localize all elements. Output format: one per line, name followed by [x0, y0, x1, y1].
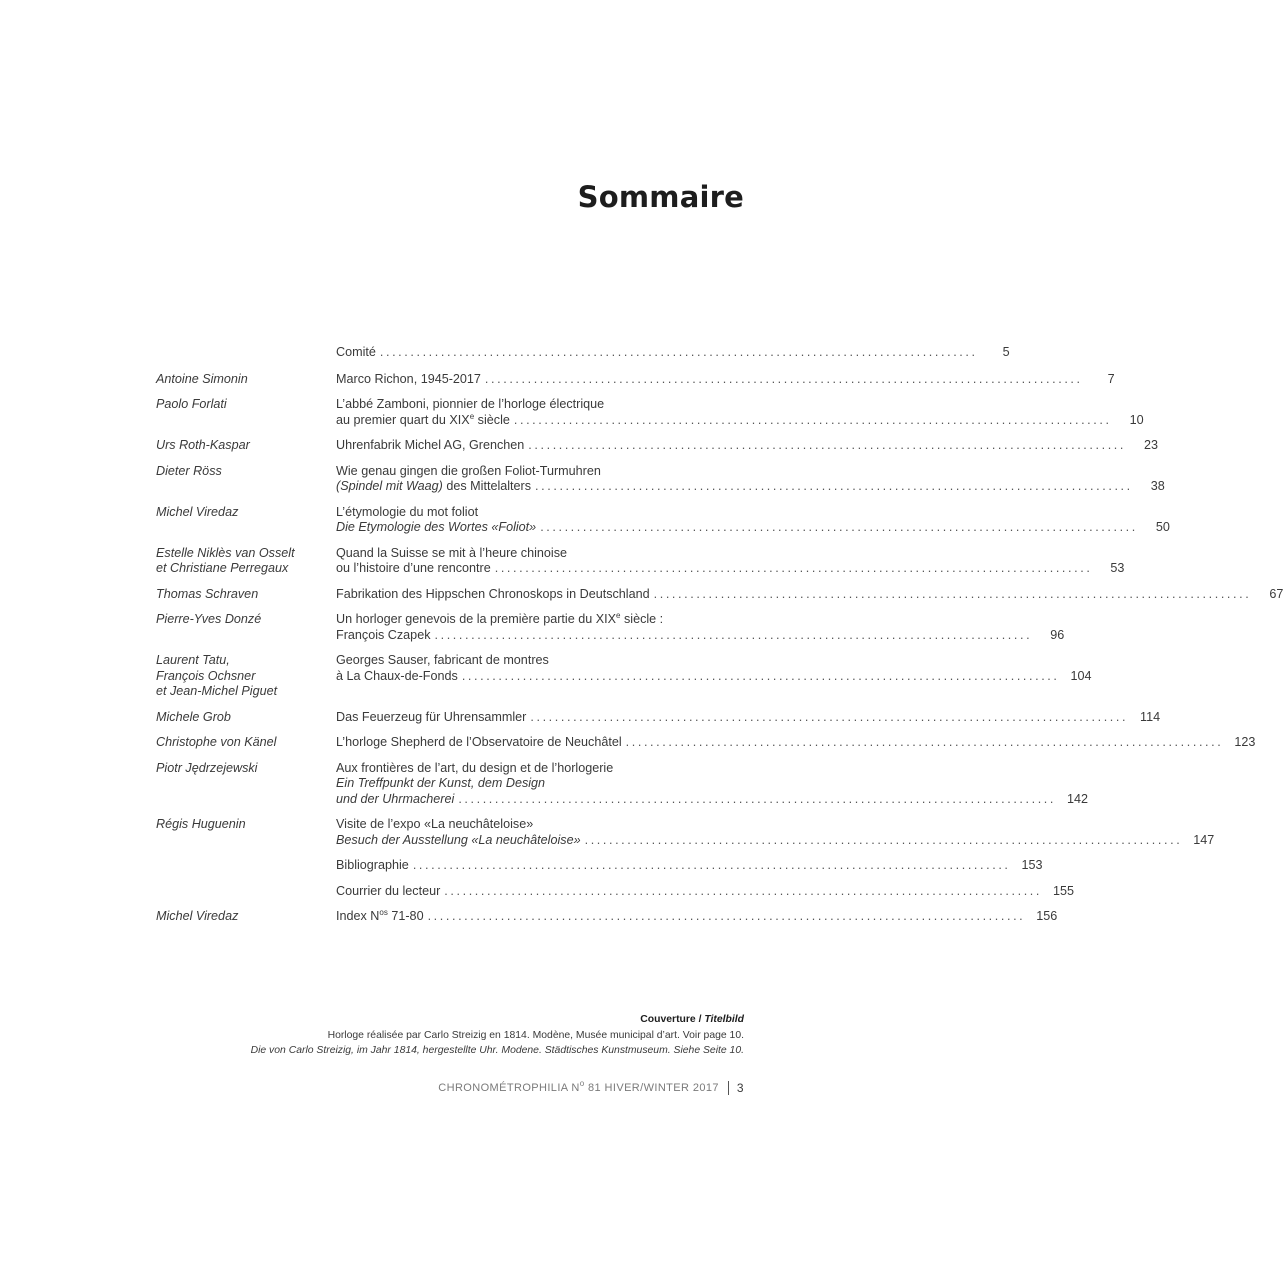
toc-entry[interactable]: [156, 586, 1283, 603]
toc-title: Georges Sauser, fabricant de montres: [336, 653, 549, 667]
table-of-contents: [156, 345, 1283, 925]
toc-entry[interactable]: [156, 883, 1074, 900]
toc-title: Marco Richon, 1945-2017: [336, 371, 481, 386]
dot-leader: ..................................................................................................: [458, 791, 1057, 806]
toc-author: Pierre-Yves Donzé: [156, 612, 262, 626]
toc-author: Paolo Forlati: [156, 397, 227, 411]
toc-author: [156, 858, 336, 874]
toc-entry[interactable]: [156, 345, 1010, 361]
cover-caption: [144, 1012, 744, 1059]
journal-info: CHRONOMÉTROPHILIA $N^o$ 81 HIVER/WINTER 2017: [438, 1079, 719, 1094]
toc-title: Aux frontières de l’art, du design et de l’horlogerie: [336, 760, 614, 775]
toc-author: Régis Huguenin: [156, 817, 246, 831]
dot-leader: ..................................................................................................: [625, 735, 1224, 749]
toc-title: Fabrikation des Hippschen Chronoskops in Deutschland: [336, 586, 650, 601]
toc-entry[interactable]: [156, 858, 1043, 874]
toc-title-line2: (Spindel mit Waag) des Mittelalters: [336, 479, 532, 493]
toc-title-line3: und der Uhrmacherei: [336, 791, 455, 806]
toc-title: L’abbé Zamboni, pionnier de l’horloge électrique: [336, 397, 605, 411]
toc-page-number: 38: [1150, 479, 1165, 493]
toc-author: Antoine Simonin: [156, 371, 248, 386]
toc-title: L’étymologie du mot foliot: [336, 504, 479, 519]
toc-entry[interactable]: [156, 653, 1092, 700]
dot-leader: ..................................................................................................: [535, 479, 1133, 493]
page-footer: [438, 1081, 744, 1095]
toc-title-line2: Ein Treffpunkt der Kunst, dem Design: [336, 776, 546, 790]
toc-entry[interactable]: [156, 735, 1256, 751]
toc-page-number: 156: [1036, 909, 1058, 923]
toc-page-number: 96: [1050, 627, 1065, 642]
toc-title-line2: Besuch der Ausstellung «La neuchâteloise»: [336, 832, 581, 847]
toc-page-number: 67: [1269, 586, 1283, 601]
toc-author: [156, 884, 336, 900]
toc-title: Das Feuerzeug für Uhrensammler: [336, 709, 527, 724]
toc-entry[interactable]: [156, 817, 1215, 848]
toc-page-number: 155: [1052, 883, 1074, 898]
toc-page-number: 147: [1193, 832, 1215, 847]
toc-title: Visite de l’expo «La neuchâteloise»: [336, 817, 534, 831]
toc-page-number: 23: [1143, 438, 1158, 452]
toc-page-number: 104: [1070, 668, 1092, 683]
toc-title-line2: ou l’histoire d’une rencontre: [336, 561, 491, 575]
toc-entry[interactable]: [156, 504, 1170, 536]
footer-divider: [728, 1081, 729, 1095]
toc-title: L’horloge Shepherd de l’Observatoire de Neuchâtel: [336, 735, 622, 749]
dot-leader: ..................................................................................................: [513, 412, 1112, 427]
toc-page-number: 5: [1002, 345, 1010, 359]
toc-page-number: 142: [1067, 791, 1089, 806]
dot-leader: ..................................................................................................: [427, 909, 1026, 923]
toc-author: Thomas Schraven: [156, 586, 259, 601]
toc-title: Wie genau gingen die großen Foliot-Turmuhren: [336, 463, 601, 478]
toc-author: Piotr Jędrzejewski: [156, 760, 258, 775]
toc-title: Comité: [336, 345, 376, 359]
toc-page-number: 10: [1129, 412, 1144, 427]
dot-leader: ..................................................................................................: [444, 883, 1042, 898]
toc-title: Un horloger genevois de la première partie du XIXe siècle :: [336, 611, 664, 626]
toc-entry[interactable]: [156, 908, 1058, 925]
toc-page-number: 7: [1107, 371, 1115, 386]
toc-entry[interactable]: [156, 463, 1165, 495]
toc-entry[interactable]: [156, 760, 1089, 808]
page-title: Sommaire: [577, 180, 744, 214]
toc-title: Bibliographie: [336, 858, 409, 872]
page-number: 3: [736, 1081, 744, 1095]
toc-author: Urs Roth-Kaspar: [156, 438, 250, 452]
dot-leader: ..................................................................................................: [379, 345, 978, 359]
dot-leader: ..................................................................................................: [412, 858, 1011, 872]
dot-leader: ..................................................................................................: [584, 832, 1183, 847]
toc-title: Courrier du lecteur: [336, 883, 441, 898]
toc-page-number: 50: [1155, 520, 1170, 534]
dot-leader: ..................................................................................................: [484, 371, 1083, 386]
toc-page-number: 153: [1021, 858, 1043, 872]
toc-author: Michel Viredaz: [156, 909, 239, 923]
toc-entry[interactable]: [156, 709, 1161, 726]
caption-title: Couverture / Titelbild: [640, 1014, 744, 1025]
toc-author: Michel Viredaz: [156, 504, 239, 519]
toc-entry[interactable]: [156, 545, 1125, 577]
toc-title: Quand la Suisse se mit à l’heure chinoise: [336, 545, 568, 560]
toc-page-number: 114: [1140, 709, 1161, 724]
toc-author: Laurent Tatu, François Ochsner et Jean-Michel Piguet: [156, 653, 278, 698]
toc-entry[interactable]: [156, 397, 1144, 428]
toc-author: Christophe von Känel: [156, 735, 277, 749]
toc-page-number: 53: [1110, 561, 1125, 575]
toc-title: Index $N^{os}$ 71-80: [336, 908, 424, 923]
dot-leader: ..................................................................................................: [461, 668, 1060, 683]
toc-entry[interactable]: [156, 438, 1158, 454]
dot-leader: ..................................................................................................: [540, 520, 1138, 534]
toc-author: Dieter Röss: [156, 463, 222, 478]
toc-entry[interactable]: [156, 611, 1065, 643]
toc-title-line2: au premier quart du XIXe siècle: [336, 411, 510, 427]
toc-author: Estelle Niklès van Osselt et Christiane Perregaux: [156, 545, 295, 575]
toc-author: Michele Grob: [156, 709, 231, 724]
caption-french: Horloge réalisée par Carlo Streizig en 1814. Modène, Musée municipal d’art. Voir page 10.: [327, 1029, 744, 1041]
toc-title-line2: à La Chaux-de-Fonds: [336, 668, 458, 683]
toc-entry[interactable]: [156, 371, 1115, 388]
caption-german: Die von Carlo Streizig, im Jahr 1814, hergestellte Uhr. Modene. Städtisches Kunstmuseum. Siehe Seite 10.: [250, 1045, 744, 1056]
toc-page-number: 123: [1234, 735, 1256, 749]
toc-author: [156, 345, 336, 361]
toc-title-line2: François Czapek: [336, 627, 431, 642]
dot-leader: ..................................................................................................: [530, 709, 1129, 724]
toc-title-line2: Die Etymologie des Wortes «Foliot»: [336, 520, 537, 534]
toc-title: Uhrenfabrik Michel AG, Grenchen: [336, 438, 525, 452]
dot-leader: ..................................................................................................: [653, 586, 1252, 601]
dot-leader: ..................................................................................................: [528, 438, 1126, 452]
dot-leader: ..................................................................................................: [494, 561, 1093, 575]
dot-leader: ..................................................................................................: [434, 627, 1033, 642]
